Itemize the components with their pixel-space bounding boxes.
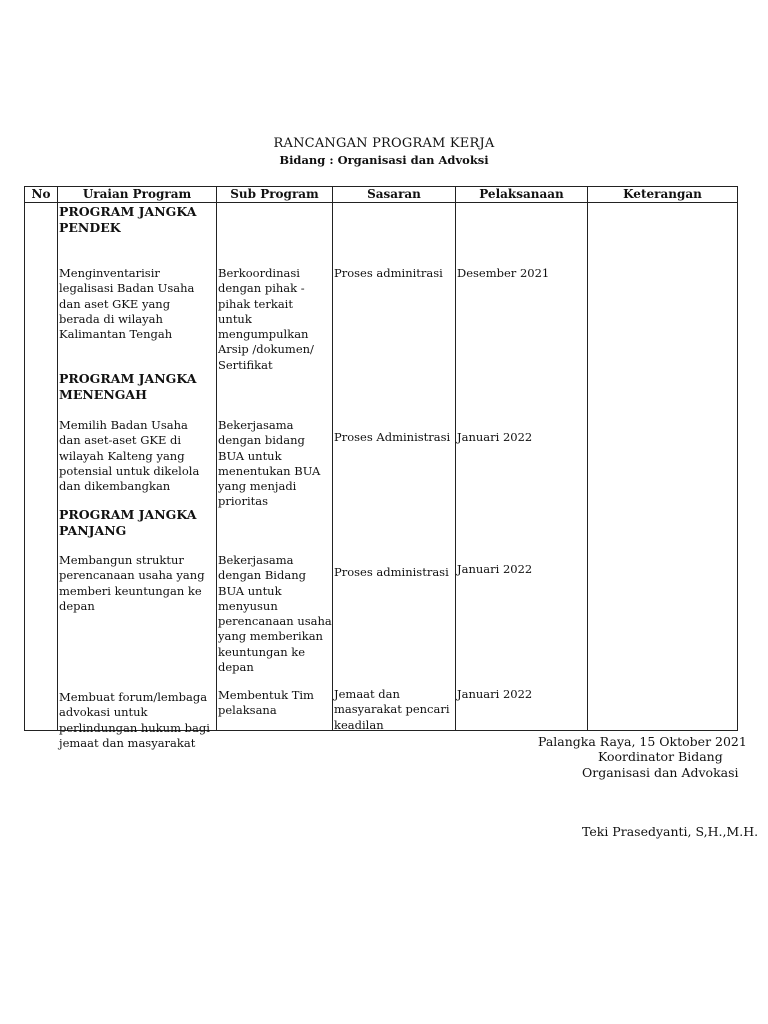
sasaran-3: Proses administrasi — [334, 565, 449, 579]
header-pelaksanaan: Pelaksanaan — [456, 187, 588, 203]
uraian-1: Menginventarisir legalisasi Badan Usaha dan aset GKE yang berada di wilayah Kalimantan Tengah — [59, 266, 195, 342]
header-sub-program: Sub Program — [217, 187, 333, 203]
sasaran-2: Proses Administrasi — [334, 430, 451, 444]
header-uraian-program: Uraian Program — [58, 187, 217, 203]
table-body-row — [25, 203, 738, 731]
pelaksanaan-1: Desember 2021 — [457, 266, 550, 280]
signature-name: Teki Prasedyanti, S,H.,M.H. — [582, 824, 759, 839]
cell-sub-program — [217, 203, 333, 731]
pelaksanaan-2: Januari 2022 — [457, 430, 533, 444]
document-subtitle: Bidang : Organisasi dan Advoksi — [279, 153, 489, 167]
uraian-3: Membangun struktur perencanaan usaha yang memberi keuntungan ke depan — [59, 553, 205, 613]
header-keterangan: Keterangan — [588, 187, 738, 203]
signature-role: Koordinator Bidang — [598, 749, 723, 764]
sub-program-3: Bekerjasama dengan Bidang BUA untuk menyusun perencanaan usaha yang memberikan keuntungan ke depan — [218, 553, 332, 675]
cell-uraian-program — [58, 203, 217, 750]
uraian-4: Membuat forum/lembaga advokasi untuk perlindungan hukum bagi jemaat dan masyarakat — [59, 690, 210, 750]
heading-jangka-menengah: PROGRAM JANGKA MENENGAH — [59, 371, 197, 402]
sub-program-2: Bekerjasama dengan bidang BUA untuk menentukan BUA yang menjadi prioritas — [218, 418, 321, 509]
pelaksanaan-4: Januari 2022 — [457, 687, 533, 701]
cell-keterangan — [588, 203, 738, 731]
signature-place-date: Palangka Raya, 15 Oktober 2021 — [538, 734, 747, 749]
signature-division: Organisasi dan Advokasi — [582, 765, 739, 780]
header-sasaran: Sasaran — [333, 187, 456, 203]
pelaksanaan-3: Januari 2022 — [457, 562, 533, 576]
heading-jangka-pendek: PROGRAM JANGKA PENDEK — [59, 204, 197, 235]
cell-sasaran — [333, 203, 456, 731]
uraian-2: Memilih Badan Usaha dan aset-aset GKE di wilayah Kalteng yang potensial untuk dikelola dan dikembangkan — [59, 418, 200, 494]
heading-jangka-panjang: PROGRAM JANGKA PANJANG — [59, 507, 197, 538]
sub-program-1: Berkoordinasi dengan pihak - pihak terkait untuk mengumpulkan Arsip /dokumen/ Sertifikat — [218, 266, 314, 372]
cell-pelaksanaan — [456, 203, 588, 731]
sub-program-4: Membentuk Tim pelaksana — [218, 688, 314, 718]
header-no: No — [25, 187, 58, 203]
table-header-row — [25, 187, 738, 203]
sasaran-4: Jemaat dan masyarakat pencari keadilan — [334, 687, 450, 732]
cell-no — [25, 203, 58, 731]
sasaran-1: Proses adminitrasi — [334, 266, 443, 280]
document-title: RANCANGAN PROGRAM KERJA — [273, 136, 495, 151]
